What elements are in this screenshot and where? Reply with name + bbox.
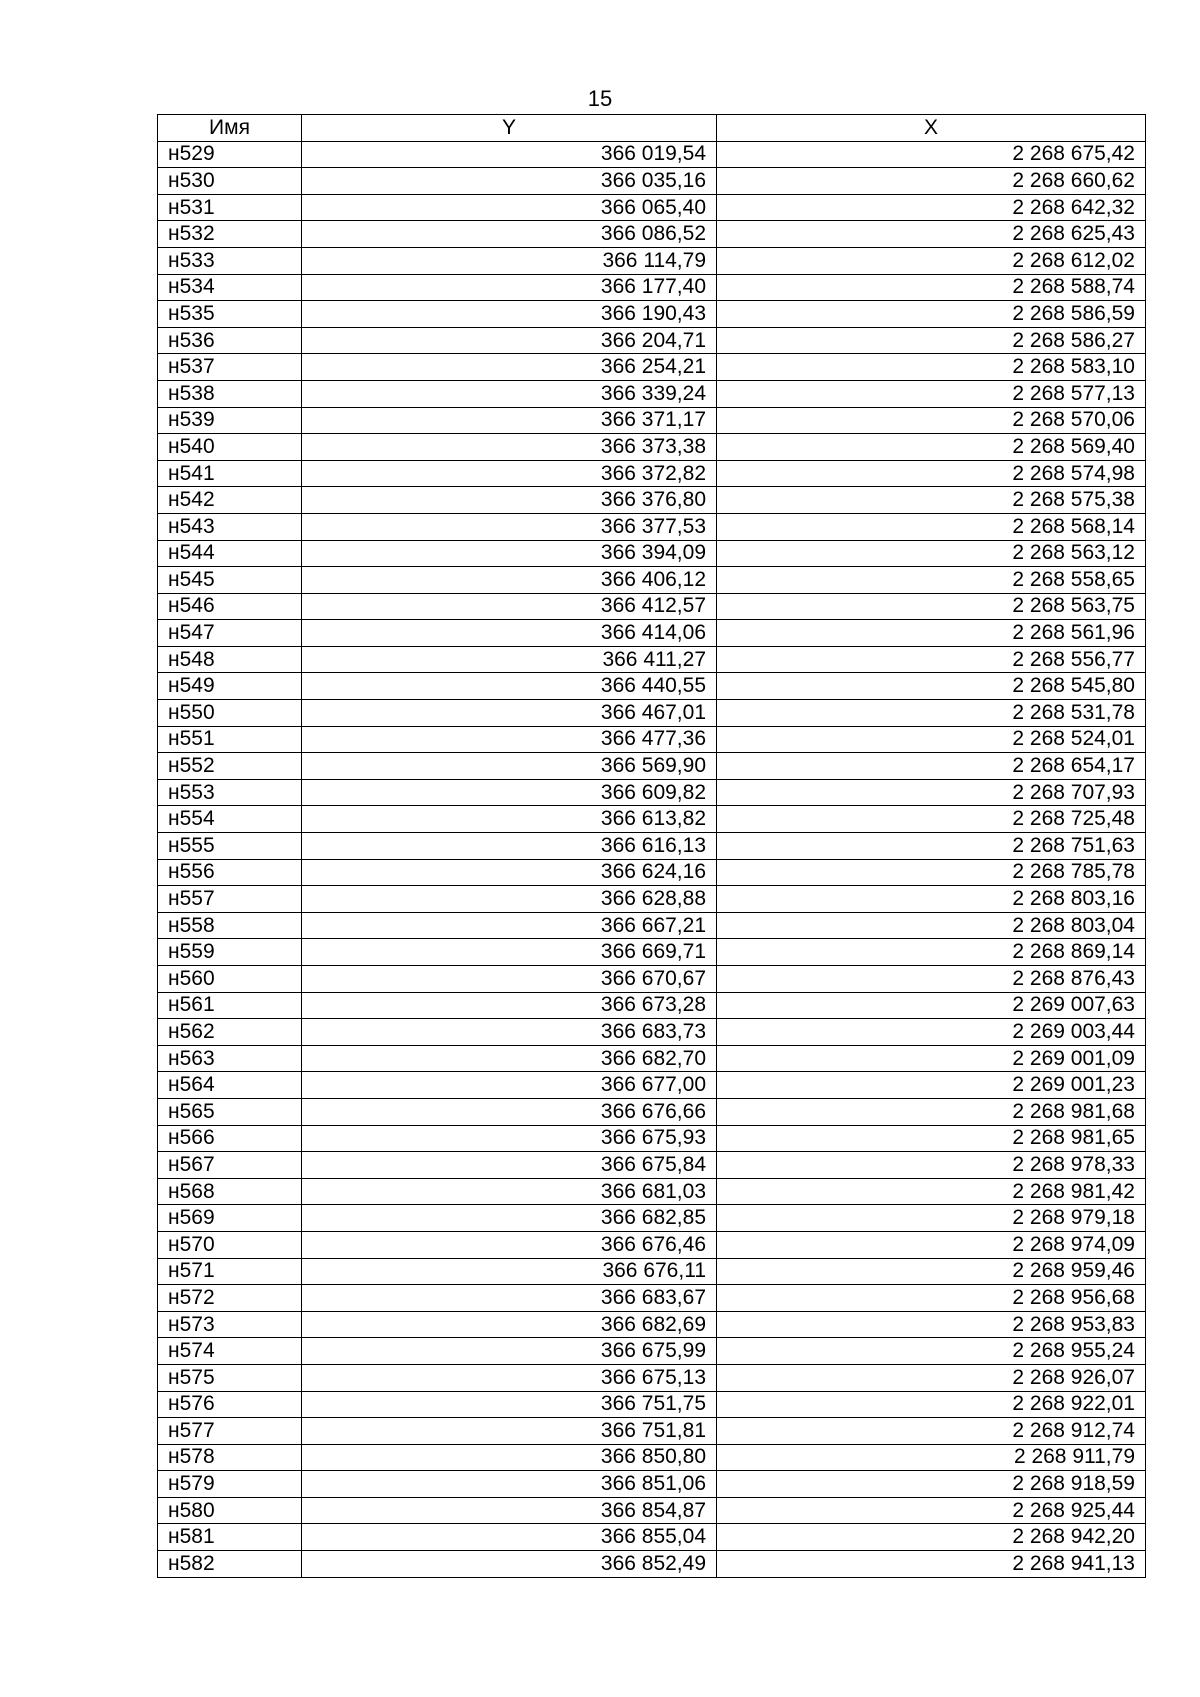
x-coordinate-cell: 2 268 563,75 <box>717 593 1146 620</box>
y-coordinate-cell: 366 675,99 <box>302 1338 717 1365</box>
x-coordinate-cell: 2 268 926,07 <box>717 1364 1146 1391</box>
y-coordinate-cell: 366 675,13 <box>302 1364 717 1391</box>
table-row <box>158 1019 1146 1046</box>
x-coordinate-cell: 2 268 978,33 <box>717 1152 1146 1179</box>
y-coordinate-cell: 366 855,04 <box>302 1524 717 1551</box>
table-row <box>158 1338 1146 1365</box>
point-name-cell: н571 <box>158 1258 302 1285</box>
y-coordinate-cell: 366 339,24 <box>302 380 717 407</box>
table-row <box>158 513 1146 540</box>
table-row <box>158 700 1146 727</box>
point-name-cell: н577 <box>158 1418 302 1445</box>
table-row <box>158 1524 1146 1551</box>
x-coordinate-cell: 2 268 979,18 <box>717 1205 1146 1232</box>
point-name-cell: н549 <box>158 673 302 700</box>
point-name-cell: н557 <box>158 886 302 913</box>
table-row <box>158 833 1146 860</box>
x-coordinate-cell: 2 268 942,20 <box>717 1524 1146 1551</box>
point-name-cell: н535 <box>158 301 302 328</box>
x-coordinate-cell: 2 268 941,13 <box>717 1551 1146 1578</box>
table-row <box>158 806 1146 833</box>
point-name-cell: н581 <box>158 1524 302 1551</box>
y-coordinate-cell: 366 414,06 <box>302 620 717 647</box>
x-coordinate-cell: 2 268 981,68 <box>717 1098 1146 1125</box>
y-coordinate-cell: 366 616,13 <box>302 833 717 860</box>
y-coordinate-cell: 366 683,73 <box>302 1019 717 1046</box>
table-row <box>158 859 1146 886</box>
x-coordinate-cell: 2 268 575,38 <box>717 487 1146 514</box>
y-coordinate-cell: 366 681,03 <box>302 1178 717 1205</box>
point-name-cell: н576 <box>158 1391 302 1418</box>
y-coordinate-cell: 366 682,69 <box>302 1311 717 1338</box>
x-coordinate-cell: 2 268 803,16 <box>717 886 1146 913</box>
page-number: 15 <box>587 86 613 111</box>
y-coordinate-cell: 366 114,79 <box>302 247 717 274</box>
x-coordinate-cell: 2 268 955,24 <box>717 1338 1146 1365</box>
x-coordinate-cell: 2 268 561,96 <box>717 620 1146 647</box>
column-header-x: X <box>717 115 1146 142</box>
table-row <box>158 168 1146 195</box>
x-coordinate-cell: 2 269 003,44 <box>717 1019 1146 1046</box>
x-coordinate-cell: 2 268 531,78 <box>717 700 1146 727</box>
point-name-cell: н579 <box>158 1471 302 1498</box>
x-coordinate-cell: 2 268 725,48 <box>717 806 1146 833</box>
table-row <box>158 726 1146 753</box>
x-coordinate-cell: 2 268 803,04 <box>717 912 1146 939</box>
table-row <box>158 593 1146 620</box>
table-row <box>158 753 1146 780</box>
point-name-cell: н578 <box>158 1444 302 1471</box>
point-name-cell: н574 <box>158 1338 302 1365</box>
x-coordinate-cell: 2 268 785,78 <box>717 859 1146 886</box>
table-row <box>158 1364 1146 1391</box>
point-name-cell: н580 <box>158 1497 302 1524</box>
table-row <box>158 380 1146 407</box>
x-coordinate-cell: 2 268 612,02 <box>717 247 1146 274</box>
point-name-cell: н555 <box>158 833 302 860</box>
table-row <box>158 1258 1146 1285</box>
point-name-cell: н573 <box>158 1311 302 1338</box>
point-name-cell: н565 <box>158 1098 302 1125</box>
x-coordinate-cell: 2 268 956,68 <box>717 1285 1146 1312</box>
point-name-cell: н531 <box>158 194 302 221</box>
y-coordinate-cell: 366 609,82 <box>302 779 717 806</box>
y-coordinate-cell: 366 850,80 <box>302 1444 717 1471</box>
table-row <box>158 221 1146 248</box>
y-coordinate-cell: 366 412,57 <box>302 593 717 620</box>
table-row <box>158 434 1146 461</box>
point-name-cell: н530 <box>158 168 302 195</box>
point-name-cell: н564 <box>158 1072 302 1099</box>
table-row <box>158 1418 1146 1445</box>
table-body <box>158 141 1146 1577</box>
x-coordinate-cell: 2 268 925,44 <box>717 1497 1146 1524</box>
y-coordinate-cell: 366 624,16 <box>302 859 717 886</box>
table-row <box>158 1311 1146 1338</box>
y-coordinate-cell: 366 190,43 <box>302 301 717 328</box>
table-row <box>158 620 1146 647</box>
point-name-cell: н560 <box>158 966 302 993</box>
table-row <box>158 673 1146 700</box>
table-row <box>158 1497 1146 1524</box>
table-row <box>158 1551 1146 1578</box>
x-coordinate-cell: 2 268 574,98 <box>717 460 1146 487</box>
table-row <box>158 1471 1146 1498</box>
y-coordinate-cell: 366 667,21 <box>302 912 717 939</box>
point-name-cell: н561 <box>158 992 302 1019</box>
x-coordinate-cell: 2 268 918,59 <box>717 1471 1146 1498</box>
point-name-cell: н554 <box>158 806 302 833</box>
y-coordinate-cell: 366 467,01 <box>302 700 717 727</box>
point-name-cell: н553 <box>158 779 302 806</box>
point-name-cell: н566 <box>158 1125 302 1152</box>
y-coordinate-cell: 366 035,16 <box>302 168 717 195</box>
y-coordinate-cell: 366 372,82 <box>302 460 717 487</box>
table-row <box>158 1098 1146 1125</box>
table-row <box>158 1178 1146 1205</box>
x-coordinate-cell: 2 268 545,80 <box>717 673 1146 700</box>
x-coordinate-cell: 2 268 642,32 <box>717 194 1146 221</box>
y-coordinate-cell: 366 675,93 <box>302 1125 717 1152</box>
table-row <box>158 1152 1146 1179</box>
y-coordinate-cell: 366 676,11 <box>302 1258 717 1285</box>
table-row <box>158 354 1146 381</box>
table-row <box>158 194 1146 221</box>
table-row <box>158 1285 1146 1312</box>
x-coordinate-cell: 2 268 953,83 <box>717 1311 1146 1338</box>
y-coordinate-cell: 366 751,75 <box>302 1391 717 1418</box>
x-coordinate-cell: 2 268 586,59 <box>717 301 1146 328</box>
table-row <box>158 1072 1146 1099</box>
table-row <box>158 274 1146 301</box>
x-coordinate-cell: 2 268 558,65 <box>717 567 1146 594</box>
table-row <box>158 301 1146 328</box>
table-row <box>158 407 1146 434</box>
point-name-cell: н547 <box>158 620 302 647</box>
table-row <box>158 1231 1146 1258</box>
y-coordinate-cell: 366 677,00 <box>302 1072 717 1099</box>
point-name-cell: н563 <box>158 1045 302 1072</box>
x-coordinate-cell: 2 269 001,09 <box>717 1045 1146 1072</box>
x-coordinate-cell: 2 268 959,46 <box>717 1258 1146 1285</box>
table-row <box>158 992 1146 1019</box>
y-coordinate-cell: 366 477,36 <box>302 726 717 753</box>
y-coordinate-cell: 366 019,54 <box>302 141 717 168</box>
x-coordinate-cell: 2 268 869,14 <box>717 939 1146 966</box>
point-name-cell: н537 <box>158 354 302 381</box>
y-coordinate-cell: 366 851,06 <box>302 1471 717 1498</box>
point-name-cell: н544 <box>158 540 302 567</box>
table-row <box>158 460 1146 487</box>
point-name-cell: н570 <box>158 1231 302 1258</box>
y-coordinate-cell: 366 669,71 <box>302 939 717 966</box>
table-row <box>158 487 1146 514</box>
x-coordinate-cell: 2 268 569,40 <box>717 434 1146 461</box>
x-coordinate-cell: 2 268 981,65 <box>717 1125 1146 1152</box>
y-coordinate-cell: 366 569,90 <box>302 753 717 780</box>
x-coordinate-cell: 2 268 563,12 <box>717 540 1146 567</box>
x-coordinate-cell: 2 268 556,77 <box>717 646 1146 673</box>
point-name-cell: н558 <box>158 912 302 939</box>
point-name-cell: н529 <box>158 141 302 168</box>
point-name-cell: н532 <box>158 221 302 248</box>
x-coordinate-cell: 2 268 876,43 <box>717 966 1146 993</box>
y-coordinate-cell: 366 371,17 <box>302 407 717 434</box>
y-coordinate-cell: 366 670,67 <box>302 966 717 993</box>
x-coordinate-cell: 2 268 675,42 <box>717 141 1146 168</box>
header-row <box>158 115 1146 142</box>
table-row <box>158 567 1146 594</box>
y-coordinate-cell: 366 065,40 <box>302 194 717 221</box>
x-coordinate-cell: 2 268 922,01 <box>717 1391 1146 1418</box>
coordinates-table <box>157 114 1146 1578</box>
x-coordinate-cell: 2 268 577,13 <box>717 380 1146 407</box>
y-coordinate-cell: 366 204,71 <box>302 327 717 354</box>
x-coordinate-cell: 2 268 707,93 <box>717 779 1146 806</box>
y-coordinate-cell: 366 377,53 <box>302 513 717 540</box>
point-name-cell: н551 <box>158 726 302 753</box>
x-coordinate-cell: 2 268 568,14 <box>717 513 1146 540</box>
x-coordinate-cell: 2 268 586,27 <box>717 327 1146 354</box>
y-coordinate-cell: 366 673,28 <box>302 992 717 1019</box>
x-coordinate-cell: 2 268 570,06 <box>717 407 1146 434</box>
point-name-cell: н556 <box>158 859 302 886</box>
column-header-name: Имя <box>158 115 302 142</box>
point-name-cell: н575 <box>158 1364 302 1391</box>
table-row <box>158 1125 1146 1152</box>
table-row <box>158 141 1146 168</box>
point-name-cell: н562 <box>158 1019 302 1046</box>
y-coordinate-cell: 366 411,27 <box>302 646 717 673</box>
table-row <box>158 1444 1146 1471</box>
table-row <box>158 646 1146 673</box>
point-name-cell: н552 <box>158 753 302 780</box>
y-coordinate-cell: 366 613,82 <box>302 806 717 833</box>
x-coordinate-cell: 2 268 911,79 <box>717 1444 1146 1471</box>
table-row <box>158 912 1146 939</box>
point-name-cell: н540 <box>158 434 302 461</box>
point-name-cell: н533 <box>158 247 302 274</box>
y-coordinate-cell: 366 854,87 <box>302 1497 717 1524</box>
x-coordinate-cell: 2 268 588,74 <box>717 274 1146 301</box>
x-coordinate-cell: 2 268 974,09 <box>717 1231 1146 1258</box>
x-coordinate-cell: 2 268 625,43 <box>717 221 1146 248</box>
table-row <box>158 1391 1146 1418</box>
y-coordinate-cell: 366 676,66 <box>302 1098 717 1125</box>
table-row <box>158 540 1146 567</box>
x-coordinate-cell: 2 268 583,10 <box>717 354 1146 381</box>
x-coordinate-cell: 2 268 660,62 <box>717 168 1146 195</box>
table-row <box>158 1205 1146 1232</box>
y-coordinate-cell: 366 086,52 <box>302 221 717 248</box>
point-name-cell: н543 <box>158 513 302 540</box>
y-coordinate-cell: 366 683,67 <box>302 1285 717 1312</box>
point-name-cell: н545 <box>158 567 302 594</box>
point-name-cell: н568 <box>158 1178 302 1205</box>
table-row <box>158 327 1146 354</box>
y-coordinate-cell: 366 675,84 <box>302 1152 717 1179</box>
point-name-cell: н569 <box>158 1205 302 1232</box>
point-name-cell: н550 <box>158 700 302 727</box>
point-name-cell: н536 <box>158 327 302 354</box>
point-name-cell: н541 <box>158 460 302 487</box>
y-coordinate-cell: 366 852,49 <box>302 1551 717 1578</box>
point-name-cell: н542 <box>158 487 302 514</box>
y-coordinate-cell: 366 628,88 <box>302 886 717 913</box>
x-coordinate-cell: 2 269 001,23 <box>717 1072 1146 1099</box>
y-coordinate-cell: 366 406,12 <box>302 567 717 594</box>
y-coordinate-cell: 366 376,80 <box>302 487 717 514</box>
y-coordinate-cell: 366 676,46 <box>302 1231 717 1258</box>
point-name-cell: н567 <box>158 1152 302 1179</box>
y-coordinate-cell: 366 373,38 <box>302 434 717 461</box>
point-name-cell: н572 <box>158 1285 302 1312</box>
table-row <box>158 247 1146 274</box>
x-coordinate-cell: 2 268 912,74 <box>717 1418 1146 1445</box>
point-name-cell: н548 <box>158 646 302 673</box>
point-name-cell: н546 <box>158 593 302 620</box>
y-coordinate-cell: 366 394,09 <box>302 540 717 567</box>
table-row <box>158 779 1146 806</box>
y-coordinate-cell: 366 440,55 <box>302 673 717 700</box>
y-coordinate-cell: 366 254,21 <box>302 354 717 381</box>
x-coordinate-cell: 2 268 524,01 <box>717 726 1146 753</box>
y-coordinate-cell: 366 751,81 <box>302 1418 717 1445</box>
x-coordinate-cell: 2 268 981,42 <box>717 1178 1146 1205</box>
point-name-cell: н534 <box>158 274 302 301</box>
point-name-cell: н582 <box>158 1551 302 1578</box>
table-row <box>158 1045 1146 1072</box>
x-coordinate-cell: 2 269 007,63 <box>717 992 1146 1019</box>
x-coordinate-cell: 2 268 654,17 <box>717 753 1146 780</box>
point-name-cell: н539 <box>158 407 302 434</box>
point-name-cell: н559 <box>158 939 302 966</box>
table-header <box>158 115 1146 142</box>
table-row <box>158 939 1146 966</box>
y-coordinate-cell: 366 682,85 <box>302 1205 717 1232</box>
x-coordinate-cell: 2 268 751,63 <box>717 833 1146 860</box>
column-header-y: Y <box>302 115 717 142</box>
y-coordinate-cell: 366 682,70 <box>302 1045 717 1072</box>
point-name-cell: н538 <box>158 380 302 407</box>
table-row <box>158 966 1146 993</box>
y-coordinate-cell: 366 177,40 <box>302 274 717 301</box>
table-row <box>158 886 1146 913</box>
